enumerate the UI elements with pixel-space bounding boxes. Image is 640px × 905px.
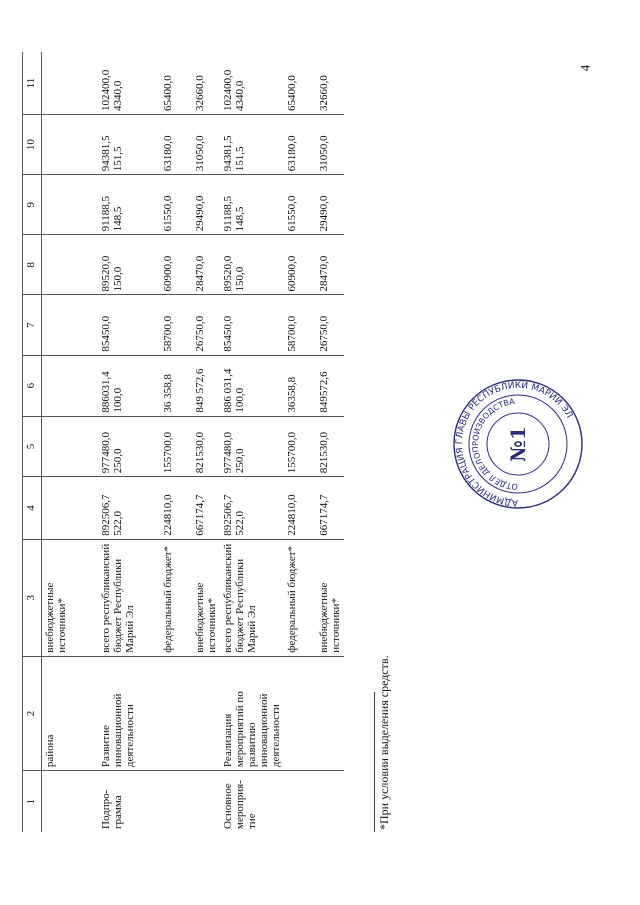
header-cell: 7 [23, 295, 42, 355]
cell: 886 031,4 100,0 [220, 355, 284, 416]
cell: 849 572,6 [192, 355, 220, 416]
stamp-outer-text: АДМИНИСТРАЦИЯ ГЛАВЫ РЕСПУБЛИКИ МАРИЙ ЭЛ [454, 380, 575, 508]
cell [316, 656, 344, 770]
cell: 31050,0 [192, 115, 220, 175]
header-cell: 3 [23, 539, 42, 656]
cell: 977480,0 250,0 [220, 416, 284, 477]
cell: 31050,0 [316, 115, 344, 175]
cell: федеральный бюджет* [284, 539, 316, 656]
table-body [23, 52, 345, 832]
cell: 102400,0 4340,0 [220, 52, 284, 115]
cell: 224810,0 [284, 477, 316, 539]
cell: 85450,0 [98, 295, 160, 355]
stamp-number: №1 [506, 426, 530, 462]
cell: внебюджетные источники* [316, 539, 344, 656]
cell: 60900,0 [284, 235, 316, 295]
cell: 91188,5 148,5 [220, 175, 284, 235]
cell: 892506,7 522,0 [220, 477, 284, 539]
cell [42, 477, 99, 539]
cell [160, 656, 192, 770]
cell: 155700,0 [160, 416, 192, 477]
cell: 667174,7 [192, 477, 220, 539]
cell: 849572,6 [316, 355, 344, 416]
cell: 29490,0 [192, 175, 220, 235]
cell [192, 771, 220, 832]
stamp-inner-text: ОТДЕЛ ДЕЛОПРОИЗВОДСТВА [470, 397, 519, 492]
official-stamp [452, 378, 584, 510]
cell: Подпро-грамма [100, 789, 124, 829]
cell [284, 656, 316, 770]
cell: 102400,0 4340,0 [98, 52, 160, 115]
cell: 28470,0 [316, 235, 344, 295]
header-cell: 5 [23, 416, 42, 477]
cell [316, 771, 344, 832]
cell: района [42, 656, 99, 770]
header-cell: 9 [23, 175, 42, 235]
table-row [192, 52, 220, 832]
cell: 58700,0 [160, 295, 192, 355]
cell: 85450,0 [220, 295, 284, 355]
header-cell: 1 [23, 771, 42, 832]
cell [42, 235, 99, 295]
cell: всего республиканский бюджет Республики Марий Эл [98, 539, 160, 656]
cell [42, 175, 99, 235]
cell: 94381,5 151,5 [220, 115, 284, 175]
header-cell: 4 [23, 477, 42, 539]
header-cell: 10 [23, 115, 42, 175]
cell: 60900,0 [160, 235, 192, 295]
table-row [220, 52, 284, 832]
cell: всего республиканский бюджет Республики Марий Эл [220, 539, 284, 656]
cell [160, 771, 192, 832]
cell: 886031,4 100,0 [98, 355, 160, 416]
cell [42, 355, 99, 416]
footnote: *При условии выделения средств. [377, 655, 391, 830]
cell: 892506,7 522,0 [98, 477, 160, 539]
cell [42, 771, 99, 832]
header-cell: 11 [23, 52, 42, 115]
header-cell: 8 [23, 235, 42, 295]
cell: 58700,0 [284, 295, 316, 355]
cell: 29490,0 [316, 175, 344, 235]
cell: Основное мероприя-тие [222, 780, 258, 829]
cell: внебюджетные источники* [42, 539, 99, 656]
cell: 36 358,8 [160, 355, 192, 416]
financing-table [22, 52, 344, 832]
cell: 821530,0 [192, 416, 220, 477]
cell: федеральный бюджет* [160, 539, 192, 656]
cell [42, 52, 99, 115]
cell: 36358,8 [284, 355, 316, 416]
cell: 224810,0 [160, 477, 192, 539]
cell: 61550,0 [160, 175, 192, 235]
cell: 26750,0 [316, 295, 344, 355]
cell: 94381,5 151,5 [98, 115, 160, 175]
cell: 28470,0 [192, 235, 220, 295]
cell: 89520,0 150,0 [220, 235, 284, 295]
cell: 61550,0 [284, 175, 316, 235]
cell [42, 416, 99, 477]
header-cell: 6 [23, 355, 42, 416]
continuation-row [42, 52, 99, 832]
cell: 977480,0 250,0 [98, 416, 160, 477]
cell: 89520,0 150,0 [98, 235, 160, 295]
cell [42, 115, 99, 175]
cell [42, 295, 99, 355]
cell [284, 771, 316, 832]
table-row [98, 52, 160, 832]
table-row [316, 52, 344, 832]
cell: внебюджетные источники* [192, 539, 220, 656]
cell: Реализация мероприятий по развитию инновационной деятельности [220, 656, 284, 770]
cell: 63180,0 [160, 115, 192, 175]
header-row [23, 52, 42, 832]
cell: 65400,0 [160, 52, 192, 115]
cell: 26750,0 [192, 295, 220, 355]
header-cell: 2 [23, 656, 42, 770]
table-row [284, 52, 316, 832]
cell [192, 656, 220, 770]
cell: 91188,5 148,5 [98, 175, 160, 235]
cell: 32660,0 [316, 52, 344, 115]
cell: Развитие инновационной деятельности [98, 656, 160, 770]
footnote-rule [374, 692, 375, 832]
cell: 63180,0 [284, 115, 316, 175]
page-number: 4 [577, 64, 593, 72]
cell: 32660,0 [192, 52, 220, 115]
cell: 155700,0 [284, 416, 316, 477]
cell: 667174,7 [316, 477, 344, 539]
table-row [160, 52, 192, 832]
cell: 65400,0 [284, 52, 316, 115]
cell: 821530,0 [316, 416, 344, 477]
